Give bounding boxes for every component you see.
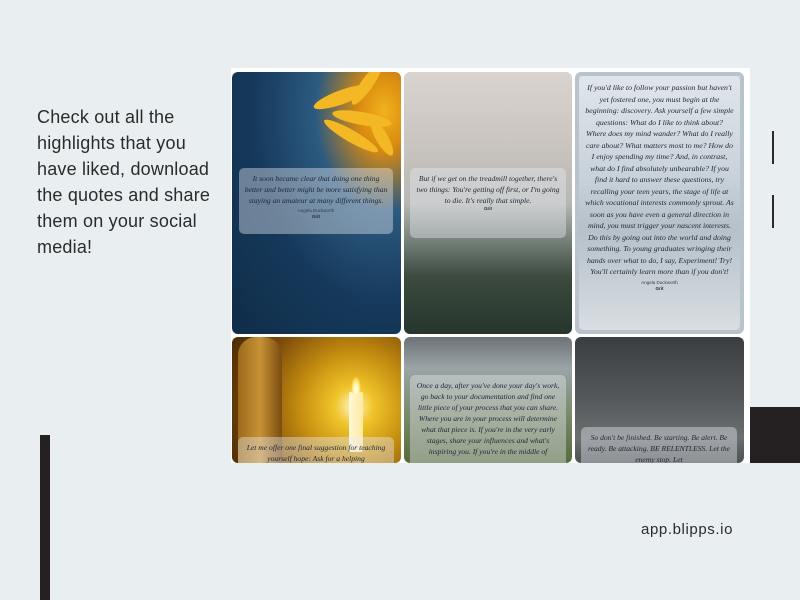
- quote-card-long[interactable]: [575, 72, 744, 334]
- quote-overlay: [579, 76, 740, 330]
- quote-overlay: [239, 168, 393, 234]
- quote-card-foggy-forest[interactable]: [404, 72, 572, 334]
- quote-author: Angela Duckworth: [641, 279, 678, 285]
- decor-line: [772, 131, 774, 164]
- site-url[interactable]: app.blipps.io: [641, 521, 734, 538]
- quote-overlay: [238, 437, 394, 463]
- quote-book: Grit: [655, 285, 664, 291]
- quote-card-flower[interactable]: [232, 72, 401, 334]
- decor-block: [750, 407, 800, 463]
- quote-text: So don't be finished. Be starting. Be alert. Be ready. Be attacking. BE RELENTLESS. Let the enemy stop. Let: [587, 433, 731, 463]
- intro-text: Check out all the highlights that you have liked, download the quotes and share them on your social media!: [37, 107, 211, 257]
- quote-overlay: [581, 427, 737, 463]
- quote-overlay: [410, 168, 566, 238]
- highlights-gallery: [231, 68, 750, 463]
- quote-card-hills[interactable]: [404, 337, 572, 463]
- decor-bar: [40, 435, 50, 600]
- quote-text: If you'd like to follow your passion but haven't yet fostered one, you must begin at the beginning: discovery. Ask yourself a few simple questions: What do I like to think about? Where does my mind wander? What do I really care about? What matters most to me? How do I enjoy spending my time? And, in contrast, what do I find absolutely unbearable? If you find it hard to answer these questions, try recalling your teen years, the stage of life at which vocational interests commonly sprout. As soon as you have even a general direction in mind, you must trigger your nascent interests. Do this by going out into the world and doing something. To young graduates wringing their hands over what to do, I say, Experiment! Try! You'll certainly learn more than if you don't!: [585, 83, 734, 276]
- decor-line: [772, 195, 774, 228]
- quote-text: But if we get on the treadmill together, there's two things: You're getting off first, or I'm going to die. It's really that simple.: [416, 174, 560, 205]
- quote-text: Let me offer one final suggestion for teaching yourself hope: Ask for a helping: [246, 443, 386, 463]
- quote-text: It soon became clear that doing one thing better and better might be more satisfying than staying an amateur at many different things.: [244, 174, 388, 205]
- quote-book: Grit: [311, 214, 320, 219]
- flame-image: [351, 377, 361, 395]
- quote-card-candle[interactable]: [232, 337, 401, 463]
- quote-author: Angela Duckworth: [297, 208, 335, 213]
- quote-overlay: [410, 375, 566, 463]
- quote-book: Grit: [483, 206, 492, 211]
- quote-text: Once a day, after you've done your day's work, go back to your documentation and find one little piece of your process that you can share. Where you are in your process will determine what that piece is. If you're in the very early stages, share your influences and what's inspiring you. If you're in the middle of: [416, 381, 560, 456]
- quote-card-concrete[interactable]: [575, 337, 744, 463]
